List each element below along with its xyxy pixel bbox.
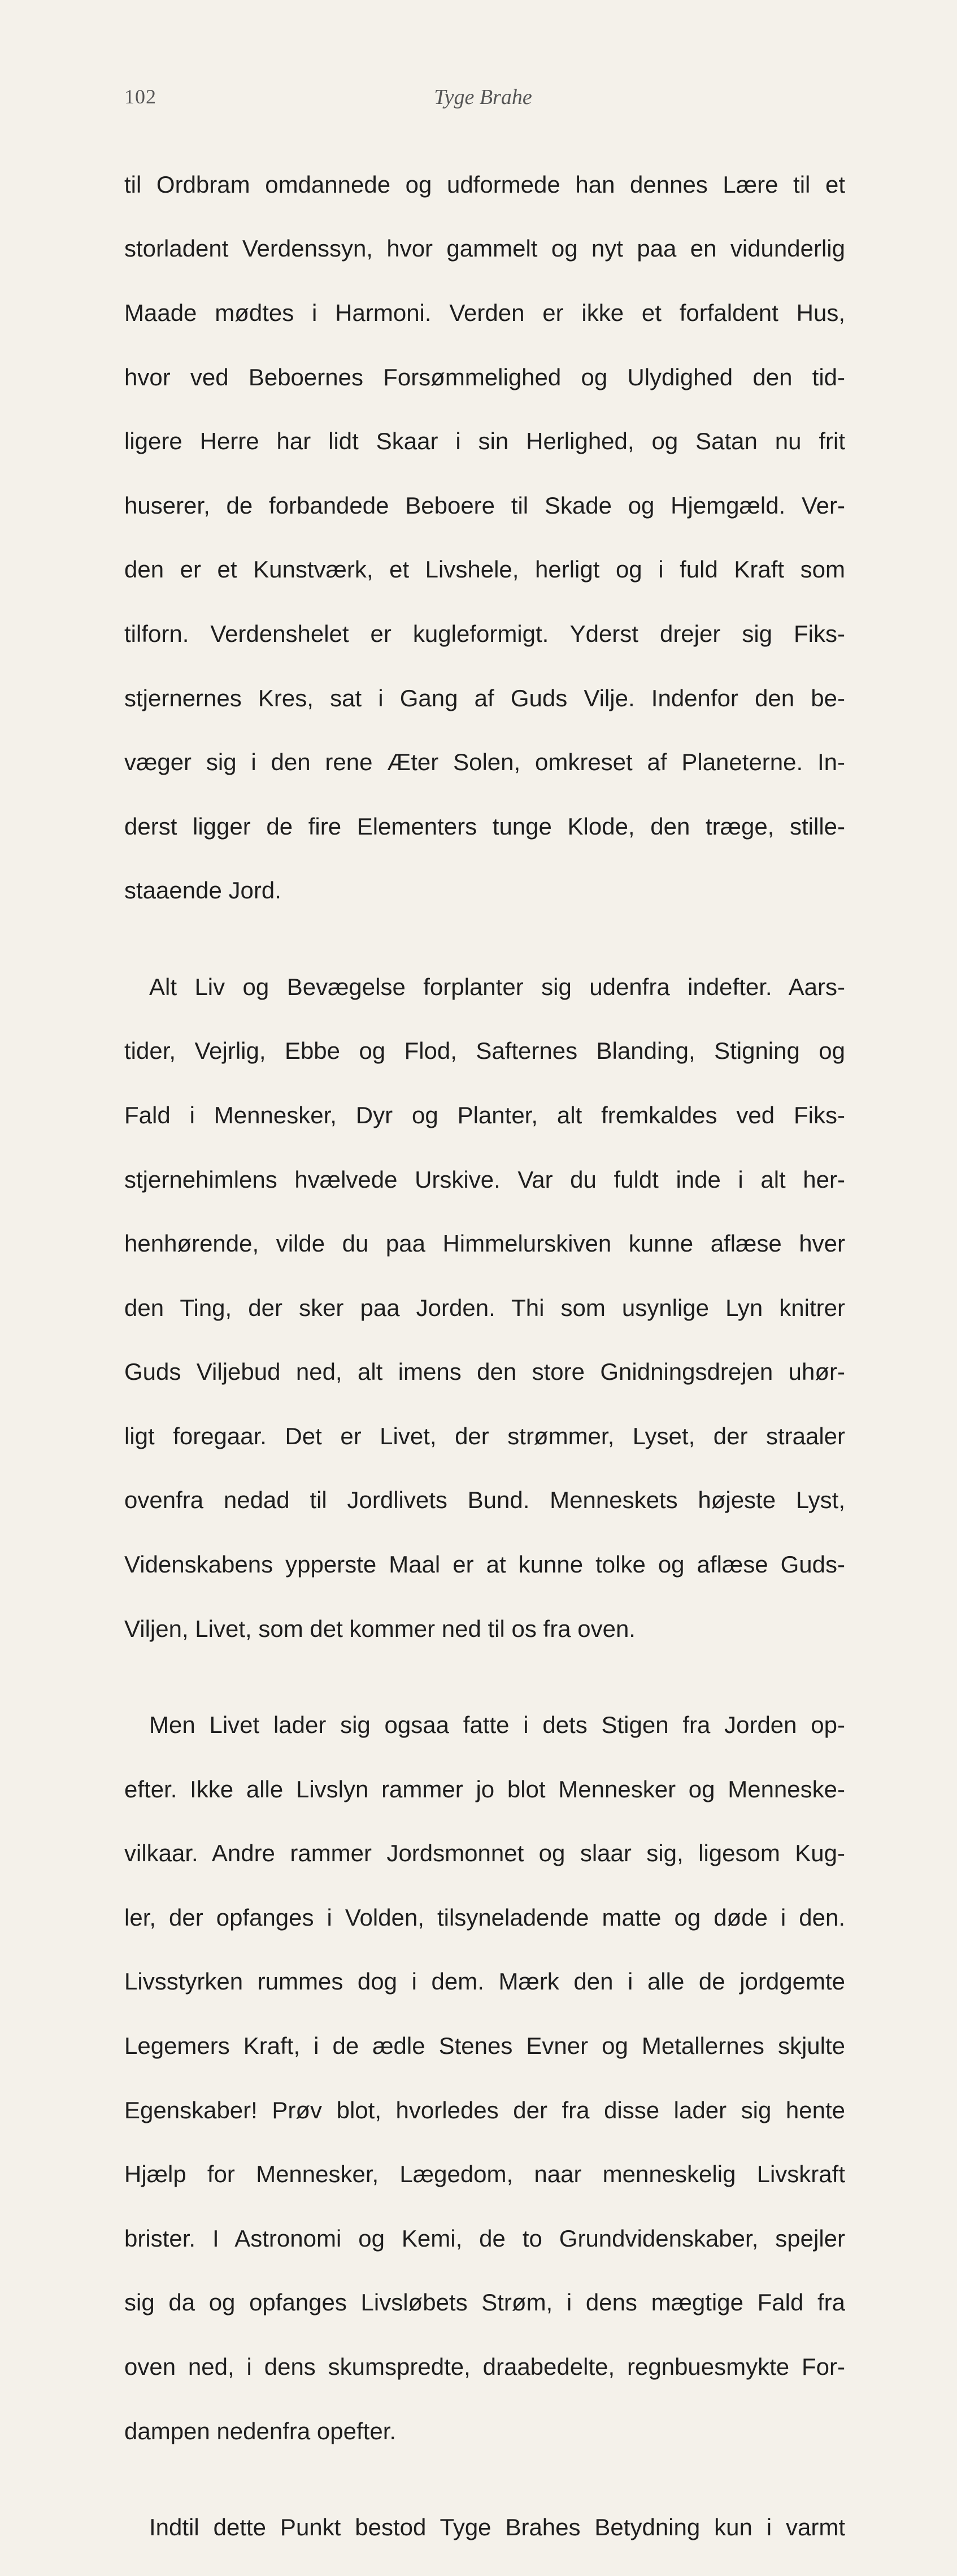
paragraph [124, 137, 845, 939]
text-line: Livsstyrken rummes dog i dem. Mærk den i alle de jordgemte [124, 1968, 845, 1995]
paragraph [124, 1677, 845, 2479]
text-line: ligt foregaar. Det er Livet, der strømmer, Lyset, der straaler [124, 1422, 845, 1449]
text-line: hvor ved Beboernes Forsømmelighed og Ulydighed den tid- [124, 363, 845, 390]
text-line: Alt Liv og Bevægelse forplanter sig udenfra indefter. Aars- [149, 973, 845, 1000]
text-line: ovenfra nedad til Jordlivets Bund. Menneskets højeste Lyst, [124, 1487, 845, 1514]
text-line: Men Livet lader sig ogsaa fatte i dets Stigen fra Jorden op- [149, 1711, 845, 1739]
text-line: derst ligger de fire Elementers tunge Klode, den træge, stille- [124, 813, 845, 840]
paragraph [124, 2479, 845, 2575]
text-line: Maade mødtes i Harmoni. Verden er ikke et forfaldent Hus, [124, 299, 845, 326]
text-line: Indtil dette Punkt bestod Tyge Brahes Betydning kun i varmt [149, 2513, 845, 2540]
text-line: væger sig i den rene Æter Solen, omkreset af Planeterne. In- [124, 749, 845, 776]
page-number: 102 [124, 85, 156, 108]
text-line: oven ned, i dens skumspredte, draabedelte, regnbuesmykte For- [124, 2353, 845, 2380]
body-text [124, 137, 845, 2576]
text-line: Fald i Mennesker, Dyr og Planter, alt fremkaldes ved Fiks- [124, 1101, 845, 1128]
text-line: til Ordbram omdannede og udformede han dennes Lære til et [124, 171, 845, 198]
text-line: ligere Herre har lidt Skaar i sin Herlighed, og Satan nu frit [124, 428, 845, 455]
text-line: tilforn. Verdenshelet er kugleformigt. Yderst drejer sig Fiks- [124, 620, 845, 647]
text-line: vilkaar. Andre rammer Jordsmonnet og slaar sig, ligesom Kug- [124, 1840, 845, 1867]
text-line: Viljen, Livet, som det kommer ned til os fra oven. [124, 1615, 636, 1642]
running-head: Tyge Brahe [434, 85, 532, 109]
page-header [124, 85, 842, 119]
text-line: storladent Verdenssyn, hvor gammelt og nyt paa en vidunderlig [124, 235, 845, 262]
text-line: ler, der opfanges i Volden, tilsyneladende matte og døde i den. [124, 1904, 845, 1931]
paragraph [124, 939, 845, 1677]
text-line: stjernernes Kres, sat i Gang af Guds Vilje. Indenfor den be- [124, 684, 845, 711]
text-line: huserer, de forbandede Beboere til Skade og Hjemgæld. Ver- [124, 492, 845, 519]
text-line: Hjælp for Mennesker, Lægedom, naar menneskelig Livskraft [124, 2161, 845, 2188]
text-line: Egenskaber! Prøv blot, hvorledes der fra disse lader sig hente [124, 2096, 845, 2123]
text-line: brister. I Astronomi og Kemi, de to Grundvidenskaber, spejler [124, 2225, 845, 2252]
text-line: Guds Viljebud ned, alt imens den store Gnidningsdrejen uhør- [124, 1358, 845, 1385]
text-line: henhørende, vilde du paa Himmelurskiven kunne aflæse hver [124, 1230, 845, 1257]
text-line: staaende Jord. [124, 877, 281, 904]
text-line: den Ting, der sker paa Jorden. Thi som usynlige Lyn knitrer [124, 1294, 845, 1321]
text-line: stjernehimlens hvælvede Urskive. Var du fuldt inde i alt her- [124, 1166, 845, 1193]
text-line: sig da og opfanges Livsløbets Strøm, i dens mægtige Fald fra [124, 2289, 845, 2316]
text-line: dampen nedenfra opefter. [124, 2417, 397, 2444]
text-line: Videnskabens ypperste Maal er at kunne tolke og aflæse Guds- [124, 1551, 845, 1578]
text-line: Legemers Kraft, i de ædle Stenes Evner og Metallernes skjulte [124, 2032, 845, 2060]
text-line: den er et Kunstværk, et Livshele, herligt og i fuld Kraft som [124, 556, 845, 583]
text-line: tider, Vejrlig, Ebbe og Flod, Safternes Blanding, Stigning og [124, 1037, 845, 1065]
text-line: efter. Ikke alle Livslyn rammer jo blot Mennesker og Menneske- [124, 1775, 845, 1802]
